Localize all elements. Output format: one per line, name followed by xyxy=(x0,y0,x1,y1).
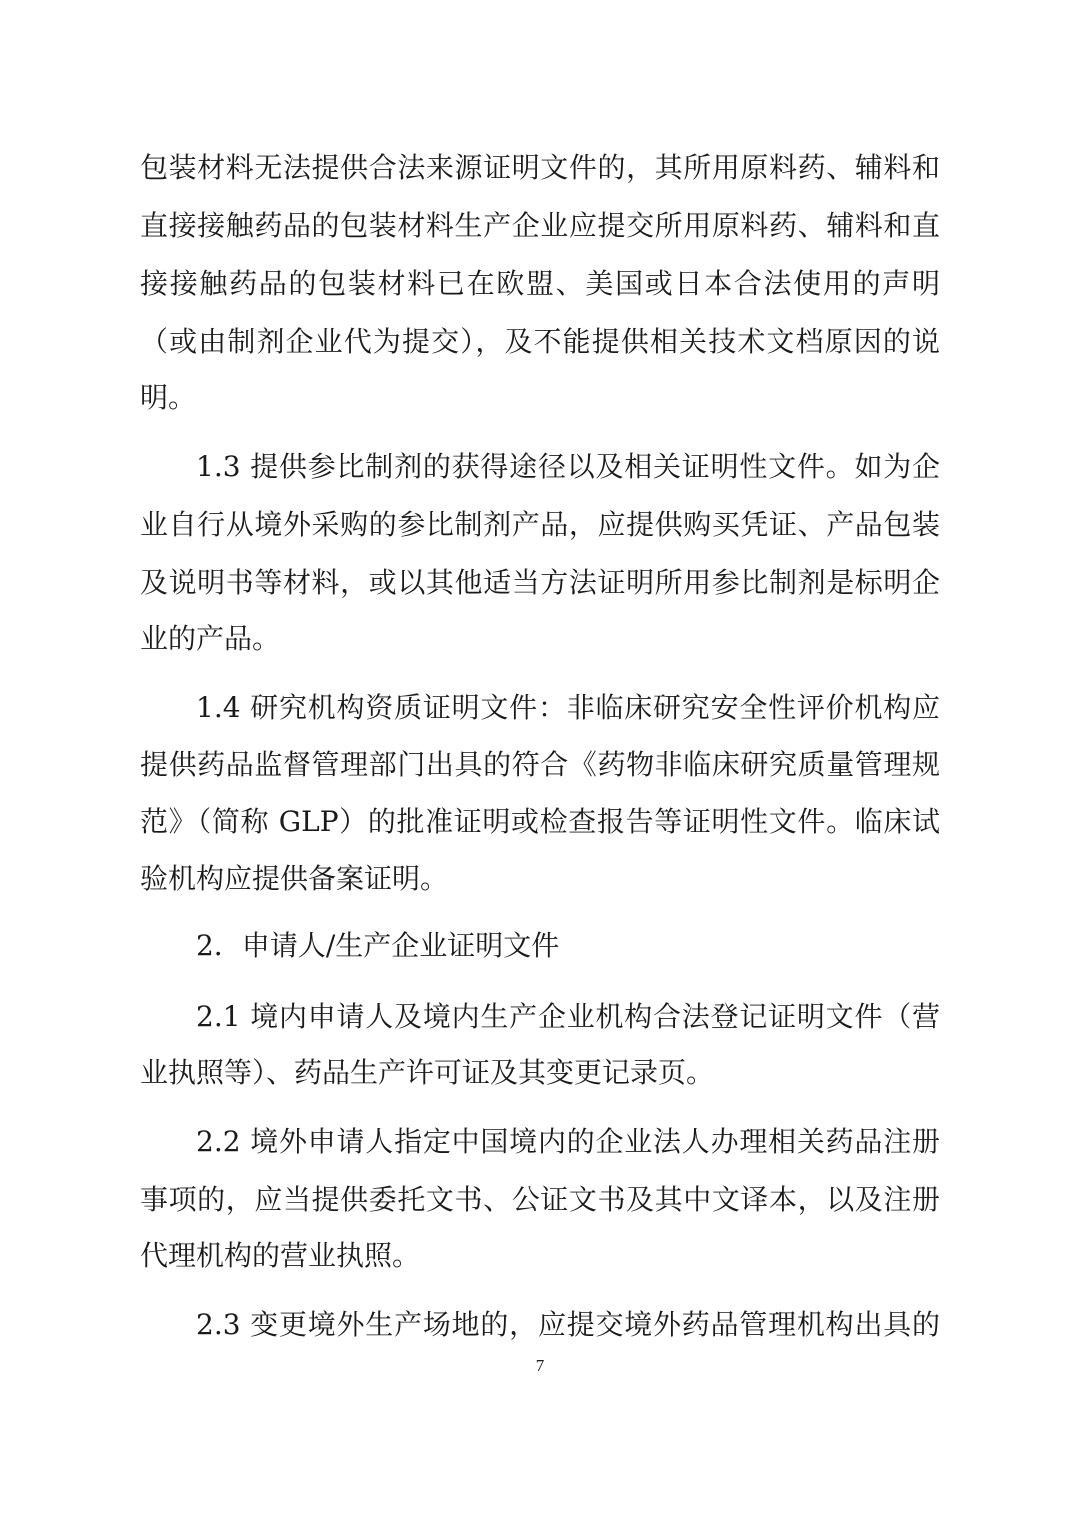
paragraph-line: 1.4 研究机构资质证明文件：非临床研究安全性评价机构应 xyxy=(196,691,940,724)
paragraph-line: 明。 xyxy=(140,381,197,414)
paragraph-line: 业自行从境外采购的参比制剂产品，应提供购买凭证、产品包装 xyxy=(140,508,940,541)
paragraph-line: 业执照等）、药品生产许可证及其变更记录页。 xyxy=(140,1056,715,1089)
paragraph-line: 包装材料无法提供合法来源证明文件的，其所用原料药、辅料和 xyxy=(140,151,940,184)
paragraph-line: 提供药品监督管理部门出具的符合《药物非临床研究质量管理规 xyxy=(140,748,940,781)
paragraph-line: 2.1 境内申请人及境内生产企业机构合法登记证明文件（营 xyxy=(196,1000,940,1033)
paragraph-line: 验机构应提供备案证明。 xyxy=(140,862,449,895)
paragraph-line: 事项的，应当提供委托文书、公证文书及其中文译本，以及注册 xyxy=(140,1183,940,1216)
paragraph-line: 业的产品。 xyxy=(140,622,281,655)
paragraph-line: 及说明书等材料，或以其他适当方法证明所用参比制剂是标明企 xyxy=(140,566,940,599)
paragraph-line: 2.3 变更境外生产场地的，应提交境外药品管理机构出具的 xyxy=(196,1308,940,1341)
paragraph-line: （或由制剂企业代为提交），及不能提供相关技术文档原因的说 xyxy=(140,325,940,358)
paragraph-line: 范》（简称 GLP）的批准证明或检查报告等证明性文件。临床试 xyxy=(140,805,940,838)
paragraph-line: 直接接触药品的包装材料生产企业应提交所用原料药、辅料和直 xyxy=(140,209,940,242)
page-number: 7 xyxy=(535,1356,545,1375)
paragraph-line: 代理机构的营业执照。 xyxy=(140,1239,421,1272)
section-heading: 2．申请人/生产企业证明文件 xyxy=(196,929,560,962)
paragraph-line: 1.3 提供参比制剂的获得途径以及相关证明性文件。如为企 xyxy=(196,450,940,483)
paragraph-line: 2.2 境外申请人指定中国境内的企业法人办理相关药品注册 xyxy=(196,1125,940,1158)
paragraph-line: 接接触药品的包装材料已在欧盟、美国或日本合法使用的声明 xyxy=(140,267,940,300)
